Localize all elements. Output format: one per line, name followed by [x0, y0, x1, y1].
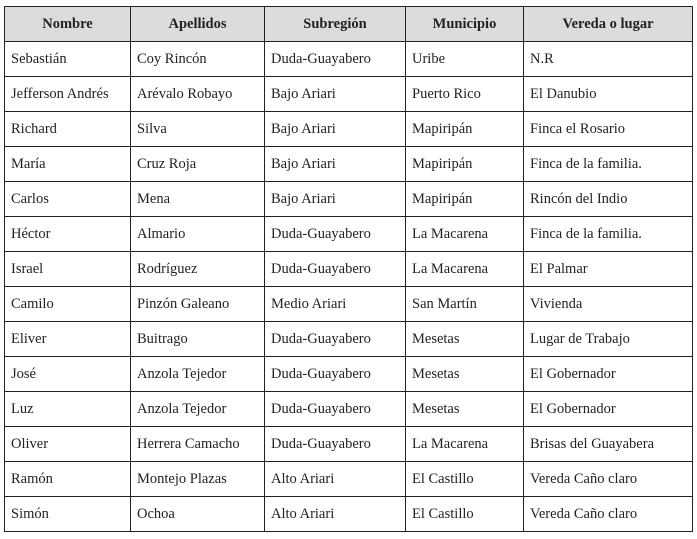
- cell-vereda: Vereda Caño claro: [524, 462, 693, 497]
- cell-municipio: El Castillo: [406, 462, 524, 497]
- cell-nombre: Eliver: [5, 322, 131, 357]
- cell-municipio: Mesetas: [406, 357, 524, 392]
- data-table-container: [4, 6, 692, 532]
- cell-vereda: Vivienda: [524, 287, 693, 322]
- cell-subregion: Bajo Ariari: [265, 182, 406, 217]
- table-row: [5, 147, 693, 182]
- table-header: [5, 7, 693, 42]
- cell-apellidos: Arévalo Robayo: [131, 77, 265, 112]
- table-row: [5, 77, 693, 112]
- cell-municipio: Mapiripán: [406, 182, 524, 217]
- table-row: [5, 427, 693, 462]
- table-row: [5, 112, 693, 147]
- cell-vereda: El Gobernador: [524, 392, 693, 427]
- cell-apellidos: Buitrago: [131, 322, 265, 357]
- cell-vereda: El Gobernador: [524, 357, 693, 392]
- cell-municipio: El Castillo: [406, 497, 524, 532]
- cell-subregion: Duda-Guayabero: [265, 392, 406, 427]
- table-row: [5, 392, 693, 427]
- table-row: [5, 42, 693, 77]
- cell-municipio: La Macarena: [406, 427, 524, 462]
- cell-apellidos: Ochoa: [131, 497, 265, 532]
- table-row: [5, 287, 693, 322]
- cell-subregion: Medio Ariari: [265, 287, 406, 322]
- cell-nombre: Camilo: [5, 287, 131, 322]
- cell-nombre: Simón: [5, 497, 131, 532]
- cell-subregion: Alto Ariari: [265, 462, 406, 497]
- table-row: [5, 462, 693, 497]
- cell-nombre: Carlos: [5, 182, 131, 217]
- cell-nombre: Jefferson Andrés: [5, 77, 131, 112]
- header-municipio: Municipio: [406, 7, 524, 42]
- cell-apellidos: Mena: [131, 182, 265, 217]
- cell-nombre: Oliver: [5, 427, 131, 462]
- cell-nombre: Sebastián: [5, 42, 131, 77]
- cell-nombre: Richard: [5, 112, 131, 147]
- cell-vereda: Rincón del Indio: [524, 182, 693, 217]
- cell-nombre: Héctor: [5, 217, 131, 252]
- cell-subregion: Bajo Ariari: [265, 77, 406, 112]
- cell-subregion: Duda-Guayabero: [265, 42, 406, 77]
- header-apellidos: Apellidos: [131, 7, 265, 42]
- cell-municipio: Mapiripán: [406, 147, 524, 182]
- cell-apellidos: Pinzón Galeano: [131, 287, 265, 322]
- cell-vereda: Finca de la familia.: [524, 147, 693, 182]
- cell-municipio: La Macarena: [406, 252, 524, 287]
- table-row: [5, 217, 693, 252]
- table-row: [5, 357, 693, 392]
- cell-vereda: N.R: [524, 42, 693, 77]
- cell-subregion: Bajo Ariari: [265, 147, 406, 182]
- cell-vereda: Finca el Rosario: [524, 112, 693, 147]
- cell-municipio: Uribe: [406, 42, 524, 77]
- cell-vereda: Brisas del Guayabera: [524, 427, 693, 462]
- cell-municipio: Mapiripán: [406, 112, 524, 147]
- cell-nombre: Israel: [5, 252, 131, 287]
- cell-apellidos: Montejo Plazas: [131, 462, 265, 497]
- cell-apellidos: Almario: [131, 217, 265, 252]
- table-row: [5, 497, 693, 532]
- cell-municipio: San Martín: [406, 287, 524, 322]
- cell-apellidos: Cruz Roja: [131, 147, 265, 182]
- cell-apellidos: Herrera Camacho: [131, 427, 265, 462]
- cell-apellidos: Silva: [131, 112, 265, 147]
- header-nombre: Nombre: [5, 7, 131, 42]
- cell-municipio: Puerto Rico: [406, 77, 524, 112]
- cell-nombre: María: [5, 147, 131, 182]
- cell-apellidos: Rodríguez: [131, 252, 265, 287]
- cell-apellidos: Coy Rincón: [131, 42, 265, 77]
- table-row: [5, 182, 693, 217]
- cell-vereda: El Danubio: [524, 77, 693, 112]
- cell-nombre: Ramón: [5, 462, 131, 497]
- cell-vereda: Lugar de Trabajo: [524, 322, 693, 357]
- cell-nombre: José: [5, 357, 131, 392]
- cell-municipio: La Macarena: [406, 217, 524, 252]
- header-vereda: Vereda o lugar: [524, 7, 693, 42]
- cell-subregion: Duda-Guayabero: [265, 357, 406, 392]
- cell-apellidos: Anzola Tejedor: [131, 392, 265, 427]
- table-body: [5, 42, 693, 532]
- table-row: [5, 322, 693, 357]
- cell-apellidos: Anzola Tejedor: [131, 357, 265, 392]
- cell-vereda: El Palmar: [524, 252, 693, 287]
- cell-nombre: Luz: [5, 392, 131, 427]
- cell-municipio: Mesetas: [406, 322, 524, 357]
- victims-table: [4, 6, 693, 532]
- cell-subregion: Bajo Ariari: [265, 112, 406, 147]
- header-subregion: Subregión: [265, 7, 406, 42]
- cell-vereda: Vereda Caño claro: [524, 497, 693, 532]
- cell-vereda: Finca de la familia.: [524, 217, 693, 252]
- table-row: [5, 252, 693, 287]
- cell-subregion: Duda-Guayabero: [265, 252, 406, 287]
- cell-municipio: Mesetas: [406, 392, 524, 427]
- cell-subregion: Duda-Guayabero: [265, 322, 406, 357]
- cell-subregion: Duda-Guayabero: [265, 427, 406, 462]
- cell-subregion: Alto Ariari: [265, 497, 406, 532]
- cell-subregion: Duda-Guayabero: [265, 217, 406, 252]
- header-row: [5, 7, 693, 42]
